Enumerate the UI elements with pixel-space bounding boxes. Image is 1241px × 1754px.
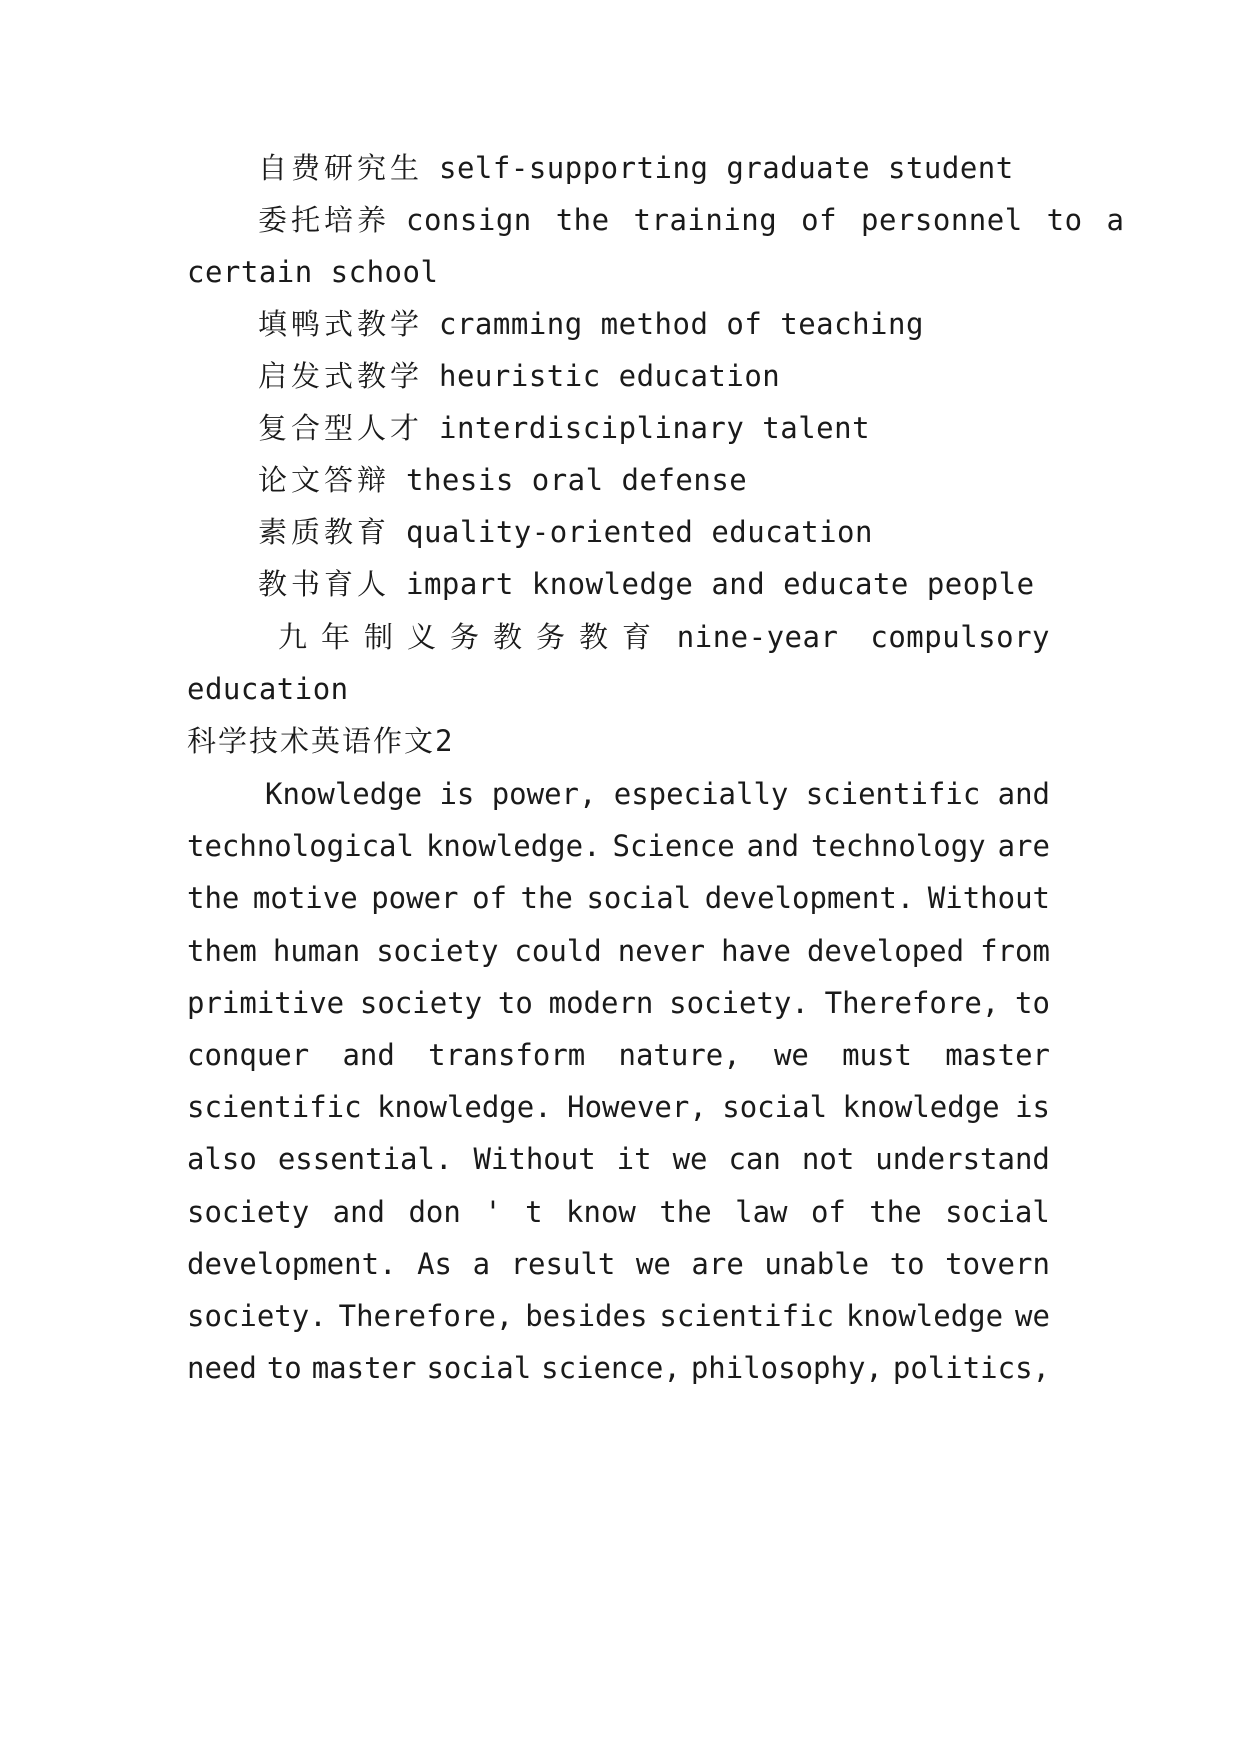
- essay-word: power,: [491, 777, 597, 811]
- essay-word: scientific: [805, 777, 981, 811]
- essay-word: society: [359, 986, 483, 1020]
- glossary-term-zh: 论文答辩: [258, 463, 391, 497]
- glossary-entry: [258, 356, 780, 396]
- essay-word: nature,: [618, 1038, 741, 1072]
- glossary-entry: [258, 460, 747, 500]
- essay-line: [187, 931, 1050, 971]
- essay-word: However,: [567, 1090, 707, 1124]
- essay-word: Without: [473, 1142, 596, 1176]
- glossary-entry: [278, 617, 1050, 657]
- essay-line: [265, 774, 1050, 814]
- essay-word: ': [484, 1195, 502, 1229]
- essay-word: social: [426, 1351, 532, 1385]
- essay-word: especially: [613, 777, 789, 811]
- essay-word: technology: [811, 829, 986, 863]
- essay-word: to: [266, 1351, 302, 1385]
- glossary-term-en: impart knowledge and educate people: [406, 567, 1035, 601]
- essay-word: developed: [806, 934, 965, 968]
- glossary-entry: [258, 200, 1125, 240]
- glossary-term-en: self-supporting graduate student: [439, 151, 1014, 185]
- essay-word: them: [187, 934, 257, 968]
- essay-word: society.: [187, 1299, 327, 1333]
- essay-line: [187, 1192, 1050, 1232]
- glossary-entry-continuation: education: [187, 672, 349, 706]
- glossary-term-en: thesis oral defense: [406, 463, 748, 497]
- essay-word: is: [439, 777, 475, 811]
- essay-word: is: [1015, 1090, 1050, 1124]
- essay-word: development.: [187, 1247, 397, 1281]
- section-heading: 科学技术英语作文2: [187, 724, 455, 758]
- glossary-term-zh: 复合型人才: [258, 411, 424, 445]
- essay-word: Without: [927, 881, 1050, 915]
- essay-line: [187, 1087, 1050, 1127]
- glossary-term-zh: 填鸭式教学: [258, 307, 424, 341]
- essay-word: Therefore,: [338, 1299, 514, 1333]
- essay-word: technological: [187, 829, 414, 863]
- essay-word: are: [691, 1247, 744, 1281]
- glossary-term-zh: 教书育人: [258, 567, 391, 601]
- essay-word: unable: [764, 1247, 870, 1281]
- essay-word: to: [497, 986, 533, 1020]
- essay-line: [187, 1139, 1050, 1179]
- essay-word: must: [842, 1038, 912, 1072]
- essay-word: understand: [875, 1142, 1050, 1176]
- essay-word: scientific: [187, 1090, 362, 1124]
- essay-word: result: [510, 1247, 616, 1281]
- essay-line: [187, 1035, 1050, 1075]
- essay-word: politics,: [892, 1351, 1050, 1385]
- essay-word: master: [311, 1351, 417, 1385]
- essay-word: t: [525, 1195, 543, 1229]
- essay-word: can: [728, 1142, 781, 1176]
- essay-word: essential.: [277, 1142, 453, 1176]
- essay-word: Knowledge: [265, 777, 423, 811]
- essay-word: conquer: [187, 1038, 310, 1072]
- essay-word: motive: [252, 881, 358, 915]
- essay-word: Therefore,: [824, 986, 1000, 1020]
- essay-word: and: [997, 777, 1050, 811]
- essay-word: we: [1015, 1299, 1050, 1333]
- glossary-term-en: nine-year compulsory: [676, 620, 1050, 654]
- essay-word: never: [617, 934, 706, 968]
- essay-word: the: [520, 881, 573, 915]
- essay-word: society: [376, 934, 499, 968]
- essay-word: it: [616, 1142, 652, 1176]
- essay-word: social: [586, 881, 692, 915]
- essay-word: law: [735, 1195, 788, 1229]
- essay-word: we: [672, 1142, 708, 1176]
- essay-word: of: [810, 1195, 846, 1229]
- essay-word: social: [722, 1090, 828, 1124]
- essay-word: knowledge.: [425, 829, 601, 863]
- glossary-entry-continuation: certain school: [187, 255, 439, 289]
- essay-word: we: [635, 1247, 671, 1281]
- glossary-term-zh: 自费研究生: [258, 151, 424, 185]
- essay-line: [187, 878, 1050, 918]
- essay-word: have: [721, 934, 791, 968]
- glossary-term-en: cramming method of teaching: [439, 307, 924, 341]
- essay-line: [187, 1296, 1050, 1336]
- essay-word: scientific: [659, 1299, 834, 1333]
- glossary-entry: [258, 304, 924, 344]
- glossary-term-en: consign the training of personnel to a: [406, 203, 1125, 237]
- essay-word: society.: [669, 986, 809, 1020]
- essay-word: know: [566, 1195, 636, 1229]
- essay-word: knowledge: [842, 1090, 1000, 1124]
- essay-word: modern: [548, 986, 654, 1020]
- essay-line: [187, 983, 1050, 1023]
- essay-word: to: [889, 1247, 925, 1281]
- essay-word: could: [514, 934, 602, 968]
- essay-word: don: [408, 1195, 461, 1229]
- essay-word: social: [945, 1195, 1050, 1229]
- essay-word: to: [1015, 986, 1050, 1020]
- essay-word: science,: [541, 1351, 681, 1385]
- essay-word: master: [945, 1038, 1050, 1072]
- glossary-entry: [258, 564, 1035, 604]
- essay-word: of: [472, 881, 507, 915]
- essay-word: are: [997, 829, 1050, 863]
- glossary-term-en: heuristic education: [439, 359, 781, 393]
- essay-line: [187, 1244, 1050, 1284]
- glossary-term-en: quality-oriented education: [406, 515, 873, 549]
- essay-word: society: [187, 1195, 310, 1229]
- essay-word: transform: [428, 1038, 586, 1072]
- essay-word: tovern: [945, 1247, 1050, 1281]
- essay-word: primitive: [187, 986, 345, 1020]
- glossary-entry: [258, 408, 870, 448]
- glossary-entry: [258, 148, 1014, 188]
- essay-word: not: [801, 1142, 855, 1176]
- essay-word: also: [187, 1142, 257, 1176]
- essay-word: and: [332, 1195, 386, 1229]
- essay-word: and: [342, 1038, 395, 1072]
- essay-word: Science: [612, 829, 735, 863]
- glossary-term-zh: 启发式教学: [258, 359, 424, 393]
- essay-word: As: [417, 1247, 452, 1281]
- essay-word: development.: [704, 881, 915, 915]
- essay-word: we: [773, 1038, 809, 1072]
- essay-word: the: [659, 1195, 712, 1229]
- essay-word: the: [187, 881, 240, 915]
- essay-word: need: [187, 1351, 257, 1385]
- essay-word: knowledge: [845, 1299, 1004, 1333]
- essay-line: [187, 826, 1050, 866]
- glossary-term-zh: 九年制义务教务教育: [278, 620, 666, 654]
- glossary-term-en: interdisciplinary talent: [439, 411, 871, 445]
- essay-word: from: [980, 934, 1050, 968]
- essay-word: a: [472, 1247, 491, 1281]
- essay-line: [187, 1348, 1050, 1388]
- essay-word: philosophy,: [690, 1351, 883, 1385]
- glossary-entry: [258, 512, 873, 552]
- essay-word: power: [371, 881, 459, 915]
- essay-word: and: [746, 829, 800, 863]
- essay-word: human: [272, 934, 361, 968]
- glossary-term-zh: 素质教育: [258, 515, 391, 549]
- essay-word: the: [869, 1195, 922, 1229]
- essay-word: knowledge.: [377, 1090, 552, 1124]
- glossary-term-zh: 委托培养: [258, 203, 391, 237]
- essay-word: besides: [525, 1299, 648, 1333]
